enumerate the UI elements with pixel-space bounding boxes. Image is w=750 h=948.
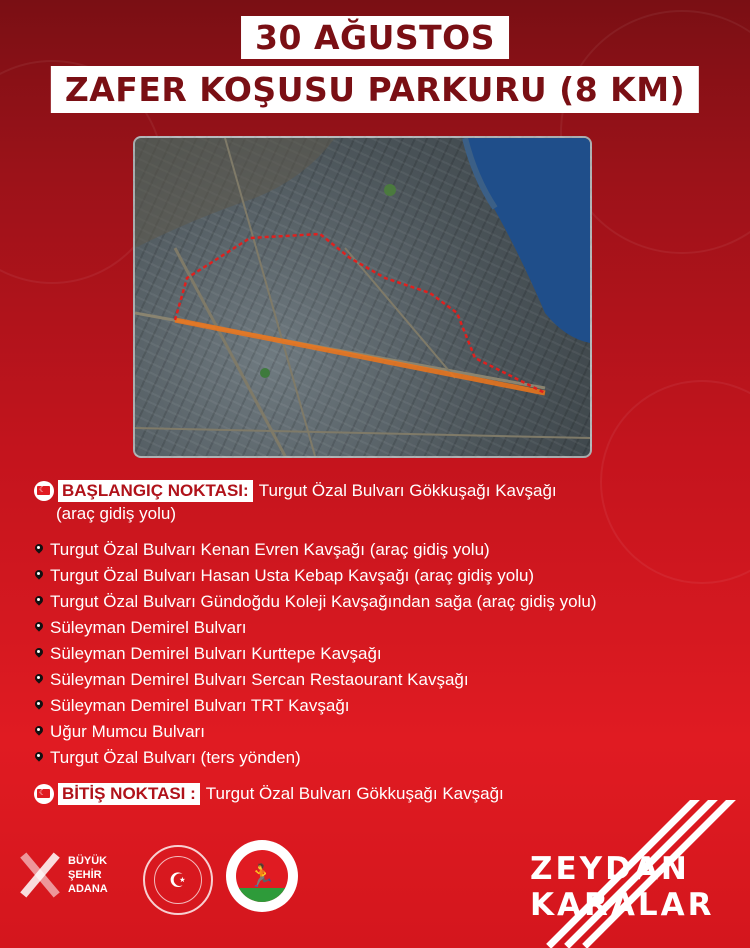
waypoint-text: Süleyman Demirel Bulvarı TRT Kavşağı — [50, 696, 350, 715]
start-label: BAŞLANGIÇ NOKTASI: — [58, 480, 253, 502]
list-item — [34, 618, 247, 638]
waypoint-text: Turgut Özal Bulvarı Hasan Usta Kebap Kavşağı (araç gidiş yolu) — [50, 566, 535, 585]
waypoint-text: Süleyman Demirel Bulvarı Sercan Restaourant Kavşağı — [50, 670, 469, 689]
start-text-line2: (araç gidiş yolu) — [56, 504, 176, 523]
waypoint-text: Turgut Özal Bulvarı Gündoğdu Koleji Kavşağından sağa (araç gidiş yolu) — [50, 592, 597, 611]
crescent-star-icon: ☪ — [154, 856, 202, 904]
list-item — [34, 696, 350, 716]
park — [260, 368, 270, 378]
runner-icon: 🏃 — [236, 850, 288, 902]
list-item — [34, 670, 469, 690]
location-pin-icon — [34, 596, 44, 609]
start-text: Turgut Özal Bulvarı Gökkuşağı Kavşağı — [258, 481, 557, 500]
location-pin-icon — [34, 752, 44, 765]
route-map-svg — [135, 138, 590, 456]
bsa-line-3: ADANA — [68, 883, 108, 895]
athletics-federation-logo — [226, 840, 298, 912]
start-row-continued — [56, 504, 176, 524]
bsa-line-2: ŞEHİR — [68, 869, 102, 881]
bsa-line-1: BÜYÜK — [68, 855, 108, 867]
hill-area — [135, 138, 335, 248]
finish-label: BİTİŞ NOKTASI : — [58, 783, 200, 805]
ministry-emblem — [143, 845, 213, 915]
waypoint-text: Turgut Özal Bulvarı Kenan Evren Kavşağı (araç gidiş yolu) — [50, 540, 490, 559]
location-pin-icon — [34, 570, 44, 583]
sponsor-logo-text — [530, 851, 715, 923]
list-item — [34, 644, 382, 664]
sponsor-line-2: KARALAR — [530, 887, 715, 923]
park — [384, 184, 396, 196]
list-item — [34, 540, 490, 560]
background-swirl — [600, 380, 750, 584]
list-item — [34, 566, 534, 586]
route-loop-line — [175, 234, 545, 393]
waypoint-text: Süleyman Demirel Bulvarı — [50, 618, 247, 637]
location-pin-icon — [34, 726, 44, 739]
list-item — [34, 722, 205, 742]
location-pin-icon — [34, 622, 44, 635]
bsa-logo-text — [68, 854, 108, 896]
sponsor-line-1: ZEYDAN — [530, 851, 690, 887]
buyuksehir-adana-logo — [18, 845, 128, 905]
location-pin-icon — [34, 648, 44, 661]
start-row — [34, 480, 557, 502]
sea-area — [465, 138, 590, 343]
turkish-flag-icon — [34, 784, 54, 804]
waypoint-text: Turgut Özal Bulvarı (ters yönden) — [50, 748, 301, 767]
title-line-2: ZAFER KOŞUSU PARKURU (8 KM) — [51, 66, 699, 113]
location-pin-icon — [34, 674, 44, 687]
location-pin-icon — [34, 544, 44, 557]
finish-text: Turgut Özal Bulvarı Gökkuşağı Kavşağı — [205, 784, 504, 803]
location-pin-icon — [34, 700, 44, 713]
list-item — [34, 748, 301, 768]
route-main-line — [175, 320, 545, 393]
route-map — [133, 136, 592, 458]
title-line-1: 30 AĞUSTOS — [241, 16, 509, 59]
road — [135, 428, 590, 438]
road — [175, 248, 285, 456]
waypoint-text: Uğur Mumcu Bulvarı — [50, 722, 205, 741]
waypoint-text: Süleyman Demirel Bulvarı Kurttepe Kavşağı — [50, 644, 382, 663]
turkish-flag-icon — [34, 481, 54, 501]
list-item — [34, 592, 597, 612]
adana-x-mark-icon — [18, 849, 62, 901]
